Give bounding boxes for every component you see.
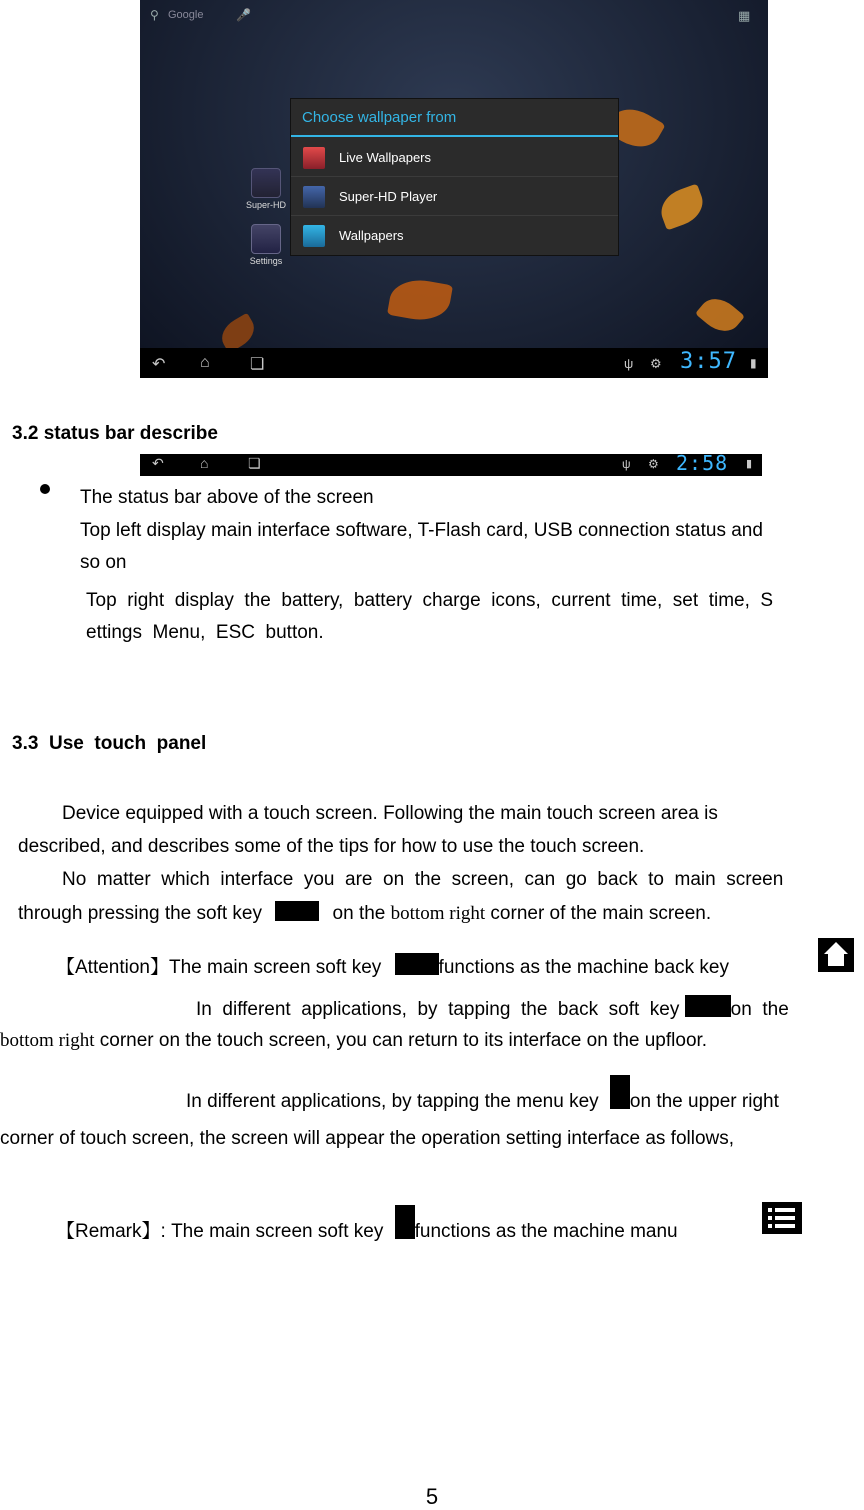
paragraph-1-line-1: Device equipped with a touch screen. Following the main touch screen area is [62, 803, 718, 824]
p4-text-pre: In different applications, by tapping the menu key [186, 1091, 599, 1113]
leaf-decoration [387, 275, 453, 325]
google-search-label[interactable]: Google [168, 9, 204, 21]
all-apps-icon[interactable]: ▦ [738, 8, 751, 23]
p2-text-pre: through pressing the soft key [18, 903, 262, 924]
attention-text-post: functions as the machine back key [438, 957, 729, 978]
paragraph-2-line-2 [18, 902, 711, 926]
settings-app[interactable] [246, 224, 286, 266]
system-nav-bar [140, 348, 768, 378]
wallpaper-dialog-screenshot [140, 0, 768, 378]
p2-text-on: on the [332, 903, 386, 924]
p3-text-bottom-right: bottom right [0, 1030, 95, 1051]
home-key-icon [818, 938, 854, 972]
usb-icon: ψ [624, 356, 634, 371]
remark-line [56, 1215, 678, 1249]
menu-key-icon [762, 1202, 802, 1234]
leaf-decoration [656, 184, 709, 231]
paragraph-2-line-1: No matter which interface you are on the screen, can go back to main screen [62, 869, 784, 890]
paragraph-4-line-1 [186, 1085, 779, 1119]
mic-icon[interactable]: 🎤 [236, 8, 251, 22]
dialog-title: Choose wallpaper from [291, 99, 618, 137]
super-hd-player-option[interactable] [291, 178, 618, 216]
super-hd-app[interactable] [246, 168, 286, 210]
battery-icon: ▮ [750, 356, 757, 370]
choose-wallpaper-dialog [290, 98, 619, 256]
home-soft-key-icon [395, 953, 439, 975]
home-top-bar [140, 0, 768, 34]
paragraph-3-line-1 [196, 998, 789, 1022]
p2-text-bottom-right: bottom right [390, 903, 486, 924]
settings-app-icon [251, 224, 281, 254]
wallpapers-icon [303, 225, 325, 247]
live-wallpapers-label: Live Wallpapers [339, 150, 432, 165]
super-hd-app-icon [251, 168, 281, 198]
home-icon[interactable]: ⌂ [200, 354, 210, 371]
status-bar-image [140, 451, 762, 476]
bullet-text: The status bar above of the screen [80, 487, 374, 508]
bullet-dot [40, 484, 50, 494]
attention-text-pre: 【Attention】The main screen soft key [56, 957, 382, 978]
section-32-heading: 3.2 status bar describe [12, 423, 218, 444]
page-number: 5 [425, 1484, 439, 1509]
leaf-decoration [695, 291, 745, 340]
home-soft-key-icon [275, 901, 319, 921]
status-right-line-2: ettings Menu, ESC button. [86, 622, 324, 643]
status-clock: 3:57 [680, 349, 737, 374]
status-left-line: Top left display main interface software, T-Flash card, USB connection status and [80, 520, 763, 541]
p4-text-post: on the upper right [629, 1091, 779, 1113]
android-debug-icon: ⚙ [648, 457, 659, 471]
p3-text-pre: In different applications, by tapping the back soft key [196, 999, 680, 1020]
p2-text-post: corner of the main screen. [490, 903, 712, 924]
android-debug-icon: ⚙ [650, 356, 662, 371]
status-clock: 2:58 [676, 451, 729, 475]
attention-line [56, 956, 729, 980]
p3-text-post: on the [730, 999, 789, 1020]
menu-soft-key-icon [610, 1075, 630, 1109]
back-icon: ↶ [152, 455, 164, 471]
paragraph-4-line-2: corner of touch screen, the screen will appear the operation setting interface as follows, [0, 1128, 735, 1149]
live-wallpapers-icon [303, 147, 325, 169]
super-hd-player-icon [303, 186, 325, 208]
live-wallpapers-option[interactable] [291, 139, 618, 177]
p3-text-post-2: corner on the touch screen, you can return to its interface on the upfloor. [99, 1030, 708, 1051]
remark-text-pre: 【Remark】: The main screen soft key [56, 1221, 384, 1243]
usb-icon: ψ [622, 457, 631, 471]
menu-soft-key-icon [395, 1205, 415, 1239]
settings-app-label: Settings [249, 256, 283, 266]
remark-text-post: functions as the machine manu [414, 1221, 678, 1243]
wallpapers-option[interactable] [291, 217, 618, 255]
paragraph-1-line-2: described, and describes some of the tips for how to use the touch screen. [18, 836, 645, 857]
recent-apps-icon: ❏ [248, 455, 261, 471]
super-hd-player-label: Super-HD Player [339, 189, 438, 204]
recent-apps-icon[interactable]: ❏ [250, 356, 265, 373]
battery-icon: ▮ [746, 458, 753, 470]
search-icon[interactable]: ⚲ [150, 8, 159, 22]
status-left-line-2: so on [80, 552, 127, 573]
super-hd-app-label: Super-HD [246, 200, 287, 210]
section-33-heading: 3.3 Use touch panel [12, 733, 207, 754]
paragraph-3-line-2 [0, 1029, 707, 1053]
back-icon[interactable]: ↶ [152, 356, 166, 373]
wallpapers-label: Wallpapers [339, 228, 404, 243]
back-soft-key-icon [685, 995, 731, 1017]
status-right-line: Top right display the battery, battery charge icons, current time, set time, S [86, 590, 774, 611]
home-icon: ⌂ [200, 455, 209, 471]
